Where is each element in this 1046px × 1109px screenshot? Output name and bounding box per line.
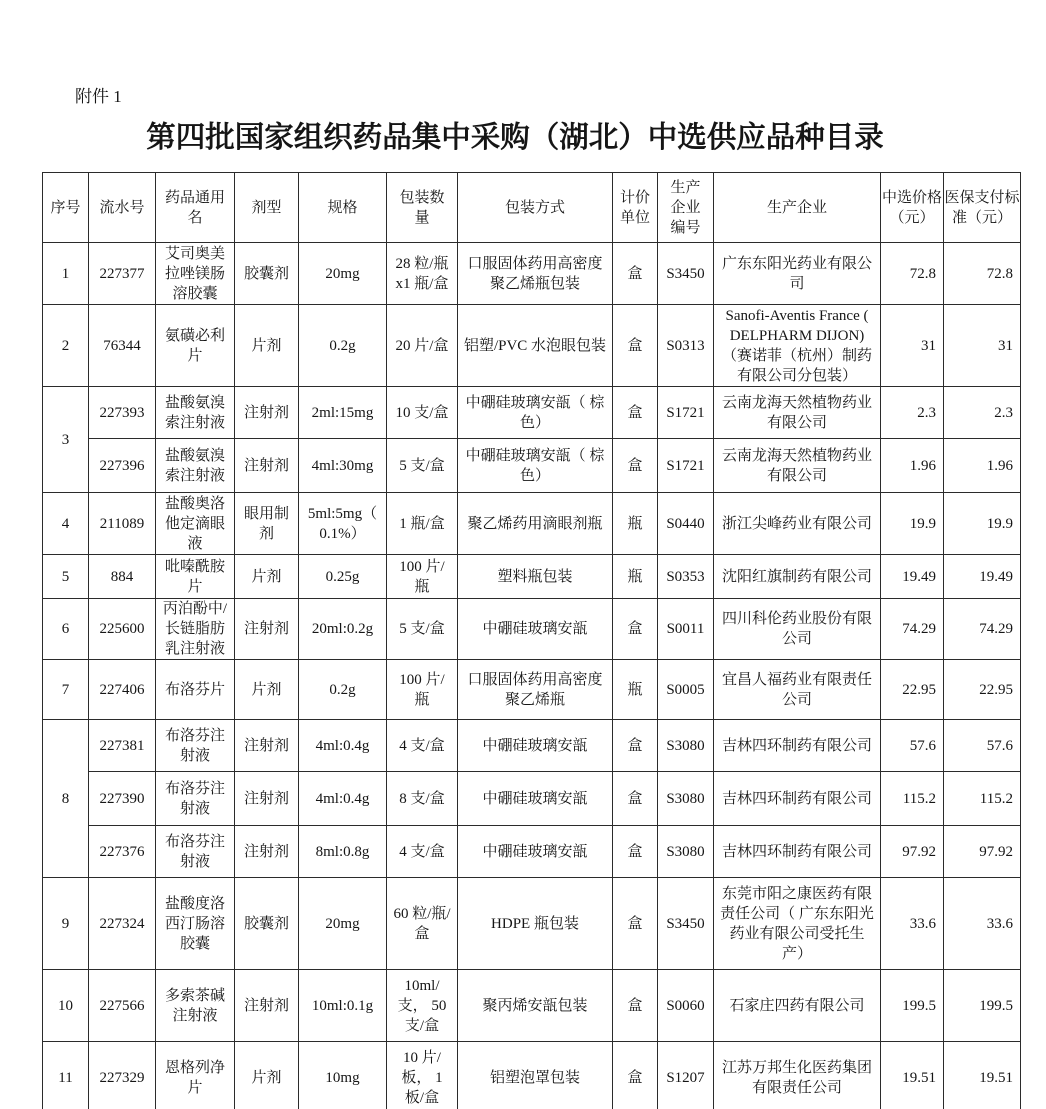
cell-pricing-unit: 盒 xyxy=(613,772,658,826)
table-row xyxy=(43,720,1021,772)
cell-dosage-form: 眼用制剂 xyxy=(235,493,299,555)
cell-packaging: HDPE 瓶包装 xyxy=(458,878,613,970)
cell-specification: 20mg xyxy=(299,878,387,970)
cell-packaging: 铝塑泡罩包装 xyxy=(458,1042,613,1109)
cell-serial-number: 227406 xyxy=(89,660,156,720)
attachment-label: 附件 1 xyxy=(75,87,122,106)
column-header-manufacturer: 生产企业 xyxy=(714,173,881,243)
cell-selected-price: 22.95 xyxy=(881,660,944,720)
document-title: 第四批国家组织药品集中采购（湖北）中选供应品种目录 xyxy=(146,122,884,154)
cell-selected-price: 31 xyxy=(881,305,944,387)
cell-dosage-form: 注射剂 xyxy=(235,387,299,439)
cell-packaging: 聚丙烯安瓿包装 xyxy=(458,970,613,1042)
cell-insurance-payment-standard: 57.6 xyxy=(944,720,1021,772)
cell-pricing-unit: 盒 xyxy=(613,439,658,493)
cell-pricing-unit: 盒 xyxy=(613,599,658,660)
cell-package-quantity: 5 支/盒 xyxy=(387,439,458,493)
column-header-drug-name: 药品通用名 xyxy=(156,173,235,243)
column-header-manufacturer-code: 生产企业编号 xyxy=(658,173,714,243)
table-row xyxy=(43,970,1021,1042)
cell-insurance-payment-standard: 19.51 xyxy=(944,1042,1021,1109)
cell-selected-price: 97.92 xyxy=(881,826,944,878)
cell-selected-price: 199.5 xyxy=(881,970,944,1042)
cell-package-quantity: 4 支/盒 xyxy=(387,720,458,772)
cell-manufacturer: 云南龙海天然植物药业有限公司 xyxy=(714,387,881,439)
cell-manufacturer-code: S1721 xyxy=(658,387,714,439)
cell-dosage-form: 胶囊剂 xyxy=(235,878,299,970)
cell-selected-price: 33.6 xyxy=(881,878,944,970)
cell-dosage-form: 片剂 xyxy=(235,1042,299,1109)
cell-package-quantity: 28 粒/瓶 x1 瓶/盒 xyxy=(387,243,458,305)
cell-packaging: 中硼硅玻璃安瓿（ 棕色） xyxy=(458,387,613,439)
cell-drug-name: 丙泊酚中/长链脂肪乳注射液 xyxy=(156,599,235,660)
cell-package-quantity: 10 支/盒 xyxy=(387,387,458,439)
cell-specification: 20ml:0.2g xyxy=(299,599,387,660)
cell-serial-number: 227324 xyxy=(89,878,156,970)
cell-insurance-payment-standard: 115.2 xyxy=(944,772,1021,826)
column-header-serial-number: 流水号 xyxy=(89,173,156,243)
cell-specification: 8ml:0.8g xyxy=(299,826,387,878)
header-row xyxy=(43,173,1021,243)
cell-manufacturer-code: S0060 xyxy=(658,970,714,1042)
cell-packaging: 聚乙烯药用滴眼剂瓶 xyxy=(458,493,613,555)
cell-drug-name: 布洛芬注射液 xyxy=(156,720,235,772)
cell-manufacturer-code: S3080 xyxy=(658,772,714,826)
cell-insurance-payment-standard: 1.96 xyxy=(944,439,1021,493)
cell-drug-name: 盐酸氨溴索注射液 xyxy=(156,387,235,439)
cell-seq: 1 xyxy=(43,243,89,305)
cell-specification: 20mg xyxy=(299,243,387,305)
table-row xyxy=(43,878,1021,970)
table-row xyxy=(43,555,1021,599)
cell-specification: 4ml:0.4g xyxy=(299,720,387,772)
cell-package-quantity: 100 片/瓶 xyxy=(387,660,458,720)
column-header-seq: 序号 xyxy=(43,173,89,243)
cell-insurance-payment-standard: 72.8 xyxy=(944,243,1021,305)
cell-manufacturer: 江苏万邦生化医药集团有限责任公司 xyxy=(714,1042,881,1109)
cell-package-quantity: 10 片/板， 1 板/盒 xyxy=(387,1042,458,1109)
cell-drug-name: 氨磺必利片 xyxy=(156,305,235,387)
cell-seq: 4 xyxy=(43,493,89,555)
cell-manufacturer: 吉林四环制药有限公司 xyxy=(714,826,881,878)
cell-drug-name: 恩格列净片 xyxy=(156,1042,235,1109)
cell-serial-number: 227566 xyxy=(89,970,156,1042)
cell-manufacturer-code: S3080 xyxy=(658,826,714,878)
cell-dosage-form: 注射剂 xyxy=(235,826,299,878)
table-row xyxy=(43,243,1021,305)
cell-selected-price: 1.96 xyxy=(881,439,944,493)
cell-packaging: 口服固体药用高密度聚乙烯瓶包装 xyxy=(458,243,613,305)
cell-specification: 4ml:30mg xyxy=(299,439,387,493)
cell-packaging: 中硼硅玻璃安瓿（ 棕色） xyxy=(458,439,613,493)
cell-insurance-payment-standard: 97.92 xyxy=(944,826,1021,878)
cell-seq: 5 xyxy=(43,555,89,599)
table-body xyxy=(43,243,1021,1109)
table-row xyxy=(43,387,1021,439)
cell-manufacturer: 浙江尖峰药业有限公司 xyxy=(714,493,881,555)
cell-insurance-payment-standard: 2.3 xyxy=(944,387,1021,439)
cell-insurance-payment-standard: 74.29 xyxy=(944,599,1021,660)
cell-selected-price: 19.51 xyxy=(881,1042,944,1109)
cell-selected-price: 72.8 xyxy=(881,243,944,305)
cell-serial-number: 227376 xyxy=(89,826,156,878)
table-row xyxy=(43,305,1021,387)
table-row xyxy=(43,660,1021,720)
cell-serial-number: 227396 xyxy=(89,439,156,493)
cell-manufacturer: 宜昌人福药业有限责任公司 xyxy=(714,660,881,720)
cell-specification: 2ml:15mg xyxy=(299,387,387,439)
cell-dosage-form: 注射剂 xyxy=(235,970,299,1042)
cell-serial-number: 225600 xyxy=(89,599,156,660)
cell-selected-price: 57.6 xyxy=(881,720,944,772)
cell-serial-number: 211089 xyxy=(89,493,156,555)
cell-insurance-payment-standard: 31 xyxy=(944,305,1021,387)
table-row xyxy=(43,826,1021,878)
cell-pricing-unit: 盒 xyxy=(613,826,658,878)
cell-seq: 10 xyxy=(43,970,89,1042)
cell-packaging: 中硼硅玻璃安瓿 xyxy=(458,772,613,826)
cell-selected-price: 74.29 xyxy=(881,599,944,660)
cell-pricing-unit: 瓶 xyxy=(613,660,658,720)
cell-insurance-payment-standard: 19.49 xyxy=(944,555,1021,599)
cell-specification: 0.2g xyxy=(299,660,387,720)
column-header-insurance-payment-standard: 医保支付标准（元） xyxy=(944,173,1021,243)
cell-seq: 8 xyxy=(43,720,89,878)
cell-packaging: 中硼硅玻璃安瓿 xyxy=(458,826,613,878)
cell-manufacturer: 沈阳红旗制药有限公司 xyxy=(714,555,881,599)
cell-insurance-payment-standard: 22.95 xyxy=(944,660,1021,720)
cell-drug-name: 布洛芬注射液 xyxy=(156,772,235,826)
cell-manufacturer: 吉林四环制药有限公司 xyxy=(714,720,881,772)
cell-serial-number: 227329 xyxy=(89,1042,156,1109)
cell-manufacturer: Sanofi-Aventis France ( DELPHARM DIJON)（赛诺菲（杭州）制药有限公司分包装） xyxy=(714,305,881,387)
cell-manufacturer-code: S1207 xyxy=(658,1042,714,1109)
cell-drug-name: 盐酸度洛西汀肠溶胶囊 xyxy=(156,878,235,970)
cell-pricing-unit: 盒 xyxy=(613,387,658,439)
cell-seq: 2 xyxy=(43,305,89,387)
table-header xyxy=(43,173,1021,243)
cell-pricing-unit: 瓶 xyxy=(613,493,658,555)
cell-specification: 4ml:0.4g xyxy=(299,772,387,826)
cell-package-quantity: 8 支/盒 xyxy=(387,772,458,826)
cell-manufacturer-code: S0440 xyxy=(658,493,714,555)
cell-pricing-unit: 瓶 xyxy=(613,555,658,599)
cell-selected-price: 19.9 xyxy=(881,493,944,555)
cell-seq: 9 xyxy=(43,878,89,970)
cell-serial-number: 227393 xyxy=(89,387,156,439)
cell-manufacturer-code: S0011 xyxy=(658,599,714,660)
column-header-packaging: 包装方式 xyxy=(458,173,613,243)
column-header-pricing-unit: 计价单位 xyxy=(613,173,658,243)
cell-serial-number: 227381 xyxy=(89,720,156,772)
cell-selected-price: 115.2 xyxy=(881,772,944,826)
cell-package-quantity: 100 片/瓶 xyxy=(387,555,458,599)
cell-packaging: 铝塑/PVC 水泡眼包装 xyxy=(458,305,613,387)
cell-manufacturer-code: S0353 xyxy=(658,555,714,599)
cell-drug-name: 艾司奥美拉唑镁肠溶胶囊 xyxy=(156,243,235,305)
table-row xyxy=(43,493,1021,555)
cell-drug-name: 多索茶碱注射液 xyxy=(156,970,235,1042)
cell-insurance-payment-standard: 33.6 xyxy=(944,878,1021,970)
cell-package-quantity: 10ml/支， 50 支/盒 xyxy=(387,970,458,1042)
cell-package-quantity: 20 片/盒 xyxy=(387,305,458,387)
table-row xyxy=(43,1042,1021,1109)
cell-drug-name: 盐酸奥洛他定滴眼液 xyxy=(156,493,235,555)
cell-dosage-form: 片剂 xyxy=(235,660,299,720)
cell-manufacturer-code: S0005 xyxy=(658,660,714,720)
cell-pricing-unit: 盒 xyxy=(613,243,658,305)
cell-pricing-unit: 盒 xyxy=(613,878,658,970)
cell-seq: 11 xyxy=(43,1042,89,1109)
cell-specification: 10mg xyxy=(299,1042,387,1109)
cell-manufacturer: 吉林四环制药有限公司 xyxy=(714,772,881,826)
cell-pricing-unit: 盒 xyxy=(613,720,658,772)
cell-manufacturer: 四川科伦药业股份有限公司 xyxy=(714,599,881,660)
cell-drug-name: 布洛芬片 xyxy=(156,660,235,720)
table-row xyxy=(43,599,1021,660)
cell-insurance-payment-standard: 19.9 xyxy=(944,493,1021,555)
cell-specification: 5ml:5mg（ 0.1%） xyxy=(299,493,387,555)
cell-specification: 10ml:0.1g xyxy=(299,970,387,1042)
table-row xyxy=(43,439,1021,493)
cell-seq: 3 xyxy=(43,387,89,493)
cell-packaging: 塑料瓶包装 xyxy=(458,555,613,599)
cell-package-quantity: 60 粒/瓶/盒 xyxy=(387,878,458,970)
cell-dosage-form: 注射剂 xyxy=(235,599,299,660)
cell-package-quantity: 1 瓶/盒 xyxy=(387,493,458,555)
cell-packaging: 口服固体药用高密度聚乙烯瓶 xyxy=(458,660,613,720)
cell-manufacturer-code: S1721 xyxy=(658,439,714,493)
cell-pricing-unit: 盒 xyxy=(613,1042,658,1109)
cell-serial-number: 884 xyxy=(89,555,156,599)
column-header-selected-price: 中选价格（元） xyxy=(881,173,944,243)
column-header-package-quantity: 包装数量 xyxy=(387,173,458,243)
cell-drug-name: 布洛芬注射液 xyxy=(156,826,235,878)
cell-dosage-form: 胶囊剂 xyxy=(235,243,299,305)
cell-manufacturer: 广东东阳光药业有限公司 xyxy=(714,243,881,305)
cell-manufacturer: 石家庄四药有限公司 xyxy=(714,970,881,1042)
cell-dosage-form: 注射剂 xyxy=(235,772,299,826)
cell-manufacturer: 云南龙海天然植物药业有限公司 xyxy=(714,439,881,493)
cell-pricing-unit: 盒 xyxy=(613,970,658,1042)
cell-manufacturer-code: S3450 xyxy=(658,878,714,970)
cell-manufacturer: 东莞市阳之康医药有限责任公司（ 广东东阳光药业有限公司受托生产） xyxy=(714,878,881,970)
cell-manufacturer-code: S0313 xyxy=(658,305,714,387)
cell-manufacturer-code: S3450 xyxy=(658,243,714,305)
cell-dosage-form: 注射剂 xyxy=(235,720,299,772)
cell-package-quantity: 5 支/盒 xyxy=(387,599,458,660)
cell-packaging: 中硼硅玻璃安瓿 xyxy=(458,599,613,660)
cell-packaging: 中硼硅玻璃安瓿 xyxy=(458,720,613,772)
cell-dosage-form: 注射剂 xyxy=(235,439,299,493)
cell-dosage-form: 片剂 xyxy=(235,305,299,387)
cell-seq: 6 xyxy=(43,599,89,660)
drug-catalog-table xyxy=(42,172,1021,1109)
cell-serial-number: 227377 xyxy=(89,243,156,305)
cell-package-quantity: 4 支/盒 xyxy=(387,826,458,878)
cell-selected-price: 2.3 xyxy=(881,387,944,439)
table-row xyxy=(43,772,1021,826)
cell-selected-price: 19.49 xyxy=(881,555,944,599)
column-header-specification: 规格 xyxy=(299,173,387,243)
cell-pricing-unit: 盒 xyxy=(613,305,658,387)
cell-specification: 0.25g xyxy=(299,555,387,599)
cell-dosage-form: 片剂 xyxy=(235,555,299,599)
cell-insurance-payment-standard: 199.5 xyxy=(944,970,1021,1042)
cell-serial-number: 227390 xyxy=(89,772,156,826)
cell-manufacturer-code: S3080 xyxy=(658,720,714,772)
column-header-dosage-form: 剂型 xyxy=(235,173,299,243)
cell-drug-name: 吡嗪酰胺片 xyxy=(156,555,235,599)
cell-drug-name: 盐酸氨溴索注射液 xyxy=(156,439,235,493)
cell-seq: 7 xyxy=(43,660,89,720)
cell-specification: 0.2g xyxy=(299,305,387,387)
cell-serial-number: 76344 xyxy=(89,305,156,387)
